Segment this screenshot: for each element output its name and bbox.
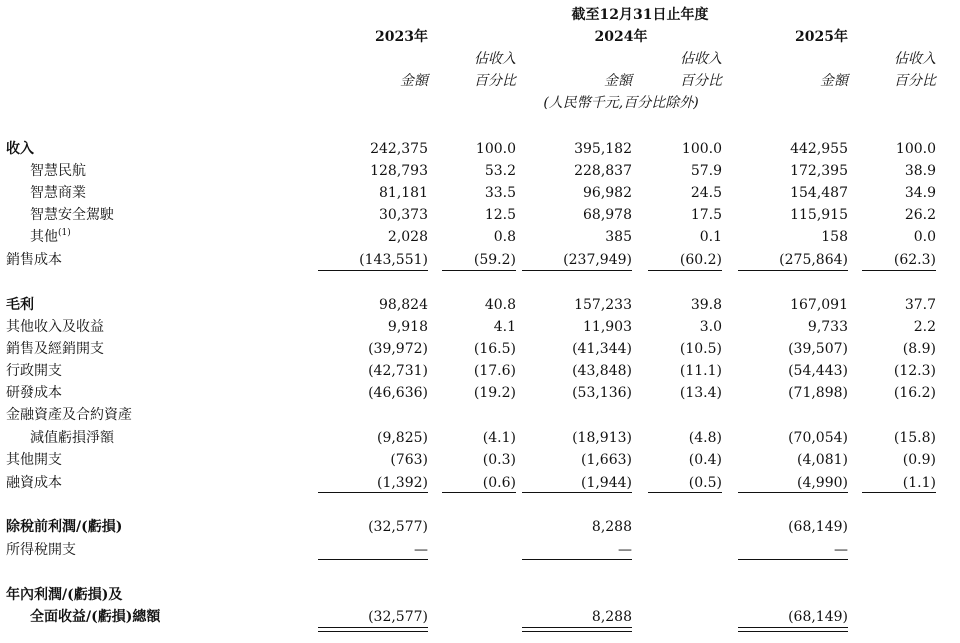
amount-cell: (1,663) [580,452,632,468]
row-label-text: 減值虧損淨額 [30,430,114,446]
amount-cell: (143,551) [359,252,428,268]
percent-cell: (11.1) [679,363,722,379]
percent-cell: 33.5 [484,185,516,201]
amount-cell: (53,136) [572,385,632,401]
unit-note: (人民幣千元,百分比除外) [543,95,699,111]
percent-cell: 3.0 [699,319,722,335]
percent-cell: 100.0 [681,141,722,157]
amount-cell: 442,955 [790,141,848,157]
year-2024-header: 2024年 [594,29,648,45]
percent-cell: 4.1 [493,319,516,335]
amount-cell: (18,913) [572,430,632,446]
percent-cell: (8.9) [902,341,936,357]
period-title: 截至12月31日止年度 [571,7,709,23]
amount-cell: 385 [605,229,632,245]
row-label [6,451,62,469]
percent-cell: (10.5) [679,341,722,357]
amount-cell: 2,028 [387,229,428,245]
year-2025-header: 2025年 [795,29,848,45]
amount-cell: 128,793 [370,163,428,179]
percent-cell: 34.9 [904,185,936,201]
amount-cell: (32,577) [368,609,428,625]
pct-header-2023-line1: 佔收入 [474,51,516,67]
amount-cell: 96,982 [583,185,632,201]
amount-cell: 157,233 [574,297,632,313]
amount-cell: 98,824 [379,297,428,313]
percent-cell: (12.3) [893,363,936,379]
pct-header-2024-line2: 百分比 [680,73,722,89]
amount-cell: 30,373 [379,207,428,223]
row-label-text: 其他收入及收益 [6,319,104,335]
row-label [6,318,104,336]
percent-cell: 24.5 [690,185,722,201]
row-label-text: 除稅前利潤/(虧損) [6,519,123,535]
amount-cell: 242,375 [370,141,428,157]
amount-cell: 81,181 [379,185,428,201]
row-label [6,362,62,380]
percent-cell: 17.5 [690,207,722,223]
row-label [6,518,122,536]
amount-cell: 154,487 [790,185,848,201]
pct-header-2025-line2: 百分比 [894,73,936,89]
percent-cell: 39.8 [690,297,722,313]
percent-cell: 38.9 [904,163,936,179]
year-2023-header: 2023年 [375,29,428,45]
amount-cell: 68,978 [583,207,632,223]
percent-cell: (13.4) [679,385,722,401]
percent-cell: (15.8) [893,430,936,446]
amount-cell: (46,636) [368,385,428,401]
amount-cell: (71,898) [788,385,848,401]
footnote-marker: (1) [58,228,71,238]
percent-cell: 37.7 [904,297,936,313]
amount-cell: 395,182 [574,141,632,157]
percent-cell: 0.1 [699,229,722,245]
row-label [6,541,76,559]
row-label [30,184,86,202]
amount-cell: (237,949) [563,252,632,268]
row-label-text: 其他開支 [6,452,62,468]
amount-cell: — [414,542,428,558]
row-label-text: 收入 [6,141,34,157]
amount-cell: (763) [390,452,428,468]
row-label [6,140,34,158]
percent-cell: 100.0 [895,141,936,157]
percent-cell: 0.0 [913,229,936,245]
row-label [6,296,34,314]
amount-cell: 115,915 [790,207,848,223]
row-label-text: 所得稅開支 [6,542,76,558]
amount-cell: (43,848) [572,363,632,379]
amount-cell: — [618,542,632,558]
amount-cell: 11,903 [583,319,632,335]
amount-cell: 172,395 [790,163,848,179]
amount-cell: 8,288 [591,519,632,535]
percent-cell: 57.9 [690,163,722,179]
percent-cell: 53.2 [484,163,516,179]
row-label [6,406,132,424]
amount-cell: (42,731) [368,363,428,379]
percent-cell: 100.0 [475,141,516,157]
percent-cell: (60.2) [679,252,722,268]
percent-cell: (0.9) [902,452,936,468]
row-label [30,162,86,180]
row-label-text: 金融資產及合約資產 [6,407,132,423]
amount-cell: (1,392) [376,475,428,491]
row-label [6,251,62,269]
amount-cell: (4,081) [796,452,848,468]
amount-cell: (4,990) [796,475,848,491]
amount-cell: 228,837 [574,163,632,179]
amount-cell: (39,972) [368,341,428,357]
percent-cell: (59.2) [473,252,516,268]
pct-header-2024-line1: 佔收入 [680,51,722,67]
row-label-text: 毛利 [6,297,34,313]
amount-cell: 8,288 [591,609,632,625]
amount-cell: (70,054) [788,430,848,446]
amount-cell: 167,091 [790,297,848,313]
row-label-text: 銷售成本 [6,252,62,268]
row-label [30,206,114,224]
percent-cell: (62.3) [893,252,936,268]
row-label [6,384,62,402]
percent-cell: (16.5) [473,341,516,357]
percent-cell: 40.8 [484,297,516,313]
pct-header-2023-line2: 百分比 [474,73,516,89]
amount-cell: 9,918 [387,319,428,335]
amount-cell: (39,507) [788,341,848,357]
amount-cell: (54,443) [788,363,848,379]
percent-cell: 0.8 [493,229,516,245]
percent-cell: (0.4) [688,452,722,468]
row-label-text: 智慧民航 [30,163,86,179]
row-label-text: 其他 [30,229,58,245]
percent-cell: (4.8) [688,430,722,446]
row-label-text: 行政開支 [6,363,62,379]
percent-cell: (1.1) [902,475,936,491]
row-label [6,474,62,492]
row-label [30,429,114,447]
percent-cell: (19.2) [473,385,516,401]
percent-cell: 12.5 [484,207,516,223]
amount-cell: — [834,542,848,558]
amount-cell: 9,733 [807,319,848,335]
percent-cell: (4.1) [482,430,516,446]
row-label [30,608,160,626]
amount-header-2025: 金額 [820,73,848,89]
row-label-text: 融資成本 [6,475,62,491]
amount-cell: (41,344) [572,341,632,357]
row-label-text: 年內利潤/(虧損)及 [6,587,123,603]
row-label-text: 研發成本 [6,385,62,401]
amount-cell: 158 [821,229,848,245]
row-label-text: 銷售及經銷開支 [6,341,104,357]
amount-header-2023: 金額 [400,73,428,89]
amount-cell: (275,864) [779,252,848,268]
row-label [30,228,71,246]
row-label-text: 智慧商業 [30,185,86,201]
percent-cell: (0.5) [688,475,722,491]
percent-cell: 26.2 [904,207,936,223]
amount-header-2024: 金額 [604,73,632,89]
pct-header-2025-line1: 佔收入 [894,51,936,67]
percent-cell: (17.6) [473,363,516,379]
percent-cell: (0.3) [482,452,516,468]
percent-cell: (0.6) [482,475,516,491]
row-label [6,586,122,604]
amount-cell: (1,944) [580,475,632,491]
percent-cell: 2.2 [913,319,936,335]
percent-cell: (16.2) [893,385,936,401]
row-label-text: 智慧安全駕駛 [30,207,114,223]
row-label-text: 全面收益/(虧損)總額 [30,609,161,625]
amount-cell: (9,825) [376,430,428,446]
amount-cell: (68,149) [788,609,848,625]
amount-cell: (32,577) [368,519,428,535]
amount-cell: (68,149) [788,519,848,535]
row-label [6,340,104,358]
